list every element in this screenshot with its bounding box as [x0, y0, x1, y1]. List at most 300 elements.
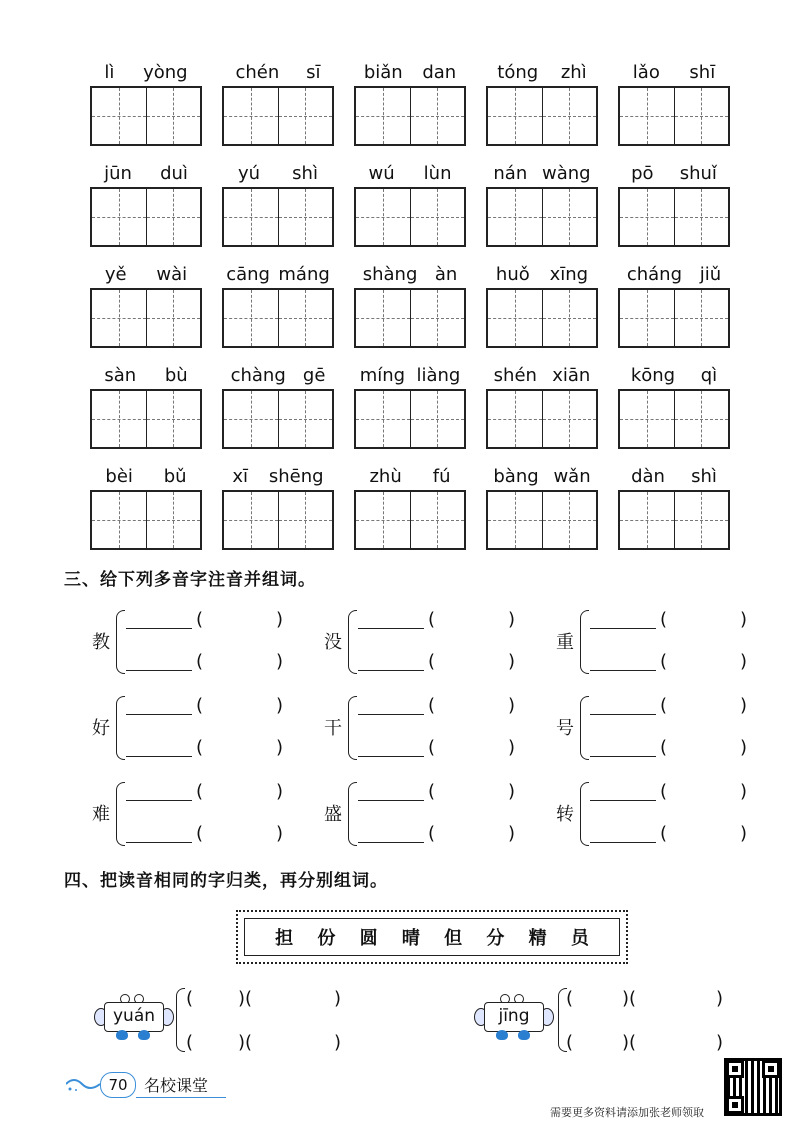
- pinyin-row: [486, 460, 598, 488]
- pinyin-syllable: shì: [691, 466, 717, 487]
- word-blank-open[interactable]: (: [196, 609, 204, 630]
- pinyin-syllable: bǔ: [163, 466, 187, 487]
- tian-box[interactable]: [224, 88, 279, 144]
- tian-box[interactable]: [356, 88, 411, 144]
- word-blank-close[interactable]: ): [508, 651, 516, 672]
- pinyin-cell: [486, 56, 598, 154]
- tian-box[interactable]: [488, 391, 543, 447]
- writing-boxes: [486, 389, 598, 449]
- word-blank-close[interactable]: ): [508, 737, 516, 758]
- pinyin-grid: [90, 56, 730, 558]
- writing-boxes: [354, 86, 466, 146]
- pinyin-syllable: yě: [104, 264, 127, 285]
- pinyin-syllable: xiān: [552, 365, 591, 386]
- pinyin-blank[interactable]: [590, 800, 656, 801]
- foot-icon: [496, 1030, 508, 1040]
- tian-box[interactable]: [279, 88, 333, 144]
- sign-yuan: [94, 992, 174, 1044]
- word-blank-open[interactable]: (: [660, 781, 668, 802]
- tian-box[interactable]: [279, 189, 333, 245]
- pinyin-row: [486, 359, 598, 387]
- pinyin-row: [486, 258, 598, 286]
- polyphone-item: [556, 686, 788, 772]
- word-blank-close[interactable]: ): [276, 695, 284, 716]
- pinyin-syllable: huǒ: [495, 264, 530, 285]
- writing-boxes: [618, 389, 730, 449]
- tian-box[interactable]: [488, 492, 543, 548]
- footer-underline: [136, 1097, 226, 1098]
- pinyin-syllable: yú: [238, 163, 261, 184]
- tian-box[interactable]: [620, 290, 675, 346]
- tian-box[interactable]: [411, 391, 465, 447]
- pinyin-row: [90, 359, 202, 387]
- pinyin-syllable: lǎo: [632, 62, 660, 83]
- pinyin-syllable: chén: [235, 62, 280, 83]
- pinyin-syllable: míng: [359, 365, 406, 386]
- pinyin-cell: [222, 157, 334, 255]
- sorting-char: 员: [570, 928, 589, 949]
- sorting-char: 圆: [359, 928, 378, 949]
- group-brace: [176, 988, 185, 1052]
- brace: [348, 782, 357, 846]
- pinyin-syllable: shī: [689, 62, 716, 83]
- pinyin-syllable: tóng: [497, 62, 539, 83]
- word-blank-open[interactable]: (: [196, 781, 204, 802]
- pinyin-syllable: wài: [156, 264, 188, 285]
- word-blank-open[interactable]: (: [428, 737, 436, 758]
- pinyin-blank[interactable]: [126, 842, 192, 843]
- pinyin-syllable: cháng: [626, 264, 683, 285]
- word-blank-open[interactable]: (: [196, 651, 204, 672]
- polyphone-item: [92, 686, 324, 772]
- word-blank-close[interactable]: ): [508, 781, 516, 802]
- polyphone-char: 干: [324, 718, 342, 739]
- word-blank-open[interactable]: (: [660, 609, 668, 630]
- writing-boxes: [618, 288, 730, 348]
- pinyin-syllable: nán: [493, 163, 528, 184]
- character-box: [236, 910, 628, 964]
- pinyin-blank[interactable]: [126, 800, 192, 801]
- pinyin-cell: [486, 460, 598, 558]
- answer-blank[interactable]: (: [186, 1032, 194, 1053]
- page-number: 70: [100, 1072, 136, 1098]
- polyphone-item: [556, 772, 788, 858]
- pinyin-syllable: gē: [302, 365, 326, 386]
- polyphone-grid: [92, 600, 788, 858]
- pinyin-row: [354, 359, 466, 387]
- writing-boxes: [222, 490, 334, 550]
- writing-boxes: [90, 86, 202, 146]
- tian-box[interactable]: [147, 391, 201, 447]
- pinyin-syllable: shēng: [268, 466, 324, 487]
- tian-box[interactable]: [675, 391, 729, 447]
- pinyin-syllable: zhù: [369, 466, 402, 487]
- pinyin-syllable: dan: [422, 62, 457, 83]
- word-blank-close[interactable]: ): [508, 823, 516, 844]
- tian-box[interactable]: [411, 492, 465, 548]
- pinyin-row: [90, 56, 202, 84]
- tian-box[interactable]: [620, 492, 675, 548]
- pinyin-cell: [618, 157, 730, 255]
- answer-blank[interactable]: )(: [238, 1032, 253, 1053]
- writing-boxes: [354, 288, 466, 348]
- brace: [580, 782, 589, 846]
- pinyin-blank[interactable]: [358, 714, 424, 715]
- tian-box[interactable]: [356, 290, 411, 346]
- word-blank-close[interactable]: ): [740, 609, 748, 630]
- qr-finder: [726, 1096, 744, 1114]
- pinyin-row: [354, 460, 466, 488]
- sign-label: yuán: [104, 1002, 164, 1032]
- pinyin-syllable: bàng: [493, 466, 539, 487]
- tian-box[interactable]: [543, 391, 597, 447]
- pinyin-row: [486, 56, 598, 84]
- brace: [580, 610, 589, 674]
- tian-box[interactable]: [543, 88, 597, 144]
- pinyin-syllable: sàn: [104, 365, 137, 386]
- pinyin-cell: [90, 460, 202, 558]
- tian-box[interactable]: [279, 391, 333, 447]
- footer-note: 需要更多资料请添加张老师领取: [550, 1106, 704, 1119]
- tian-box[interactable]: [356, 492, 411, 548]
- pinyin-row: [222, 460, 334, 488]
- pinyin-syllable: wàng: [542, 163, 591, 184]
- pinyin-blank[interactable]: [358, 800, 424, 801]
- tian-box[interactable]: [543, 492, 597, 548]
- polyphone-char: 号: [556, 718, 574, 739]
- word-blank-open[interactable]: (: [428, 781, 436, 802]
- polyphone-item: [324, 686, 556, 772]
- word-blank-close[interactable]: ): [740, 651, 748, 672]
- tian-box[interactable]: [224, 391, 279, 447]
- writing-boxes: [90, 389, 202, 449]
- pinyin-syllable: qì: [700, 365, 718, 386]
- answer-blank[interactable]: )(: [622, 988, 637, 1009]
- polyphone-char: 教: [92, 632, 110, 653]
- tian-box[interactable]: [488, 290, 543, 346]
- section-3-heading: 三、给下列多音字注音并组词。: [64, 570, 316, 590]
- word-blank-close[interactable]: ): [276, 781, 284, 802]
- tian-box[interactable]: [675, 88, 729, 144]
- polyphone-item: [556, 600, 788, 686]
- pinyin-cell: [222, 258, 334, 356]
- word-blank-close[interactable]: ): [276, 823, 284, 844]
- tian-box[interactable]: [620, 189, 675, 245]
- section-4-heading: 四、把读音相同的字归类，再分别组词。: [64, 871, 388, 891]
- word-blank-open[interactable]: (: [428, 695, 436, 716]
- polyphone-item: [92, 772, 324, 858]
- word-blank-open[interactable]: (: [196, 823, 204, 844]
- word-blank-close[interactable]: ): [508, 695, 516, 716]
- answer-blank[interactable]: (: [566, 988, 574, 1009]
- pinyin-syllable: shén: [493, 365, 537, 386]
- tian-box[interactable]: [356, 189, 411, 245]
- pinyin-cell: [222, 460, 334, 558]
- pinyin-syllable: àn: [434, 264, 458, 285]
- tian-box[interactable]: [675, 290, 729, 346]
- tian-box[interactable]: [224, 492, 279, 548]
- pinyin-cell: [618, 56, 730, 154]
- tian-box[interactable]: [356, 391, 411, 447]
- pinyin-syllable: sī: [306, 62, 321, 83]
- polyphone-char: 转: [556, 804, 574, 825]
- writing-boxes: [486, 288, 598, 348]
- tian-box[interactable]: [147, 492, 201, 548]
- word-blank-open[interactable]: (: [428, 609, 436, 630]
- pinyin-row: [618, 157, 730, 185]
- word-blank-open[interactable]: (: [196, 737, 204, 758]
- word-blank-close[interactable]: ): [276, 651, 284, 672]
- writing-boxes: [90, 288, 202, 348]
- tian-box[interactable]: [279, 290, 333, 346]
- brace: [116, 782, 125, 846]
- pinyin-row: [618, 258, 730, 286]
- writing-boxes: [354, 187, 466, 247]
- tian-box[interactable]: [92, 189, 147, 245]
- writing-boxes: [90, 187, 202, 247]
- polyphone-item: [324, 600, 556, 686]
- pinyin-blank[interactable]: [126, 756, 192, 757]
- writing-boxes: [222, 86, 334, 146]
- pinyin-row: [354, 258, 466, 286]
- tian-box[interactable]: [411, 88, 465, 144]
- brand-name: 名校课堂: [144, 1076, 209, 1095]
- pinyin-blank[interactable]: [590, 714, 656, 715]
- word-blank-open[interactable]: (: [660, 823, 668, 844]
- word-blank-close[interactable]: ): [276, 737, 284, 758]
- writing-boxes: [618, 86, 730, 146]
- sorting-char: 精: [528, 928, 547, 949]
- polyphone-item: [324, 772, 556, 858]
- tian-box[interactable]: [488, 189, 543, 245]
- pinyin-cell: [486, 258, 598, 356]
- tian-box[interactable]: [147, 88, 201, 144]
- tian-box[interactable]: [147, 290, 201, 346]
- tian-box[interactable]: [675, 492, 729, 548]
- polyphone-char: 好: [92, 718, 110, 739]
- pinyin-row: [354, 56, 466, 84]
- word-blank-close[interactable]: ): [276, 609, 284, 630]
- pinyin-syllable: shì: [292, 163, 318, 184]
- pinyin-syllable: biǎn: [363, 62, 403, 83]
- qr-finder: [726, 1060, 744, 1078]
- pinyin-blank[interactable]: [590, 670, 656, 671]
- tian-box[interactable]: [543, 290, 597, 346]
- polyphone-char: 盛: [324, 804, 342, 825]
- answer-blank[interactable]: )(: [238, 988, 253, 1009]
- tian-box[interactable]: [92, 88, 147, 144]
- pinyin-cell: [90, 157, 202, 255]
- brace: [116, 696, 125, 760]
- pinyin-syllable: xī: [232, 466, 249, 487]
- tian-box[interactable]: [92, 391, 147, 447]
- word-blank-close[interactable]: ): [740, 737, 748, 758]
- pinyin-blank[interactable]: [358, 670, 424, 671]
- word-blank-close[interactable]: ): [740, 823, 748, 844]
- pinyin-syllable: dàn: [631, 466, 665, 487]
- answer-blank[interactable]: ): [334, 1032, 342, 1053]
- sorting-char: 份: [317, 928, 336, 949]
- sorting-char: 分: [486, 928, 505, 949]
- foot-icon: [116, 1030, 128, 1040]
- pinyin-row: [222, 258, 334, 286]
- pinyin-syllable: máng: [278, 264, 330, 285]
- pinyin-syllable: jiǔ: [699, 264, 722, 285]
- pinyin-row: [354, 157, 466, 185]
- writing-boxes: [486, 490, 598, 550]
- pinyin-blank[interactable]: [126, 714, 192, 715]
- tian-box[interactable]: [147, 189, 201, 245]
- pinyin-cell: [90, 56, 202, 154]
- pinyin-syllable: fú: [432, 466, 451, 487]
- tian-box[interactable]: [279, 492, 333, 548]
- pinyin-syllable: shàng: [362, 264, 418, 285]
- pinyin-row: [222, 157, 334, 185]
- pinyin-blank[interactable]: [126, 670, 192, 671]
- answer-blank[interactable]: (: [186, 988, 194, 1009]
- tian-box[interactable]: [411, 290, 465, 346]
- qr-code-icon: [724, 1058, 782, 1116]
- word-blank-close[interactable]: ): [740, 781, 748, 802]
- sign-jing: [474, 992, 554, 1044]
- character-list: [244, 918, 620, 956]
- brace: [116, 610, 125, 674]
- pinyin-cell: [354, 56, 466, 154]
- pinyin-cell: [354, 157, 466, 255]
- pinyin-syllable: bù: [164, 365, 188, 386]
- word-blank-open[interactable]: (: [660, 737, 668, 758]
- writing-boxes: [486, 86, 598, 146]
- brace: [580, 696, 589, 760]
- brace: [348, 610, 357, 674]
- word-blank-open[interactable]: (: [428, 651, 436, 672]
- tian-box[interactable]: [488, 88, 543, 144]
- word-blank-close[interactable]: ): [508, 609, 516, 630]
- tian-box[interactable]: [92, 492, 147, 548]
- pinyin-row: [618, 460, 730, 488]
- tian-box[interactable]: [411, 189, 465, 245]
- word-blank-close[interactable]: ): [740, 695, 748, 716]
- pinyin-blank[interactable]: [358, 756, 424, 757]
- pinyin-cell: [486, 359, 598, 457]
- tian-box[interactable]: [620, 88, 675, 144]
- answer-blank[interactable]: ): [334, 988, 342, 1009]
- tian-box[interactable]: [543, 189, 597, 245]
- writing-boxes: [618, 490, 730, 550]
- sorting-char: 晴: [401, 928, 420, 949]
- pinyin-row: [90, 258, 202, 286]
- answer-blank[interactable]: ): [716, 988, 724, 1009]
- pinyin-syllable: zhì: [560, 62, 587, 83]
- pinyin-syllable: cāng: [226, 264, 270, 285]
- pinyin-syllable: bèi: [105, 466, 133, 487]
- pinyin-syllable: jūn: [104, 163, 132, 184]
- sign-label: jīng: [484, 1002, 544, 1032]
- tian-box[interactable]: [92, 290, 147, 346]
- pinyin-syllable: lùn: [423, 163, 452, 184]
- writing-boxes: [90, 490, 202, 550]
- pinyin-blank[interactable]: [590, 842, 656, 843]
- pinyin-blank[interactable]: [590, 756, 656, 757]
- pinyin-blank[interactable]: [590, 628, 656, 629]
- sorting-char: 但: [444, 928, 463, 949]
- qr-finder: [762, 1060, 780, 1078]
- pinyin-syllable: liàng: [416, 365, 461, 386]
- pinyin-cell: [354, 258, 466, 356]
- writing-boxes: [222, 187, 334, 247]
- pinyin-syllable: shuǐ: [679, 163, 717, 184]
- tian-box[interactable]: [620, 391, 675, 447]
- tian-box[interactable]: [224, 290, 279, 346]
- polyphone-char: 重: [556, 632, 574, 653]
- writing-boxes: [354, 490, 466, 550]
- word-blank-open[interactable]: (: [660, 695, 668, 716]
- pinyin-syllable: duì: [160, 163, 188, 184]
- answer-blank[interactable]: (: [566, 1032, 574, 1053]
- pinyin-syllable: lì: [104, 62, 115, 83]
- pinyin-cell: [618, 359, 730, 457]
- pinyin-cell: [618, 258, 730, 356]
- foot-icon: [518, 1030, 530, 1040]
- pinyin-row: [222, 359, 334, 387]
- sorting-char: 担: [275, 928, 294, 949]
- pinyin-syllable: wǎn: [553, 466, 591, 487]
- pinyin-row: [90, 460, 202, 488]
- pinyin-cell: [618, 460, 730, 558]
- pinyin-row: [618, 359, 730, 387]
- wave-decoration-icon: [66, 1076, 100, 1092]
- brace: [348, 696, 357, 760]
- pinyin-cell: [90, 258, 202, 356]
- answer-blank[interactable]: )(: [622, 1032, 637, 1053]
- word-blank-open[interactable]: (: [660, 651, 668, 672]
- tian-box[interactable]: [675, 189, 729, 245]
- pinyin-row: [618, 56, 730, 84]
- pinyin-blank[interactable]: [358, 842, 424, 843]
- pinyin-syllable: wú: [368, 163, 395, 184]
- writing-boxes: [354, 389, 466, 449]
- pinyin-syllable: pō: [631, 163, 654, 184]
- pinyin-row: [90, 157, 202, 185]
- pinyin-cell: [354, 359, 466, 457]
- writing-boxes: [618, 187, 730, 247]
- writing-boxes: [486, 187, 598, 247]
- polyphone-item: [92, 600, 324, 686]
- pinyin-cell: [222, 56, 334, 154]
- pinyin-blank[interactable]: [358, 628, 424, 629]
- pinyin-cell: [354, 460, 466, 558]
- pinyin-syllable: yòng: [143, 62, 188, 83]
- tian-box[interactable]: [224, 189, 279, 245]
- pinyin-syllable: xīng: [549, 264, 589, 285]
- writing-boxes: [222, 288, 334, 348]
- writing-boxes: [222, 389, 334, 449]
- pinyin-syllable: kōng: [630, 365, 676, 386]
- polyphone-char: 没: [324, 632, 342, 653]
- word-blank-open[interactable]: (: [196, 695, 204, 716]
- pinyin-cell: [90, 359, 202, 457]
- polyphone-char: 难: [92, 804, 110, 825]
- answer-blank[interactable]: ): [716, 1032, 724, 1053]
- pinyin-cell: [222, 359, 334, 457]
- pinyin-row: [486, 157, 598, 185]
- pinyin-cell: [486, 157, 598, 255]
- word-blank-open[interactable]: (: [428, 823, 436, 844]
- pinyin-syllable: chàng: [230, 365, 286, 386]
- pinyin-blank[interactable]: [126, 628, 192, 629]
- pinyin-row: [222, 56, 334, 84]
- foot-icon: [138, 1030, 150, 1040]
